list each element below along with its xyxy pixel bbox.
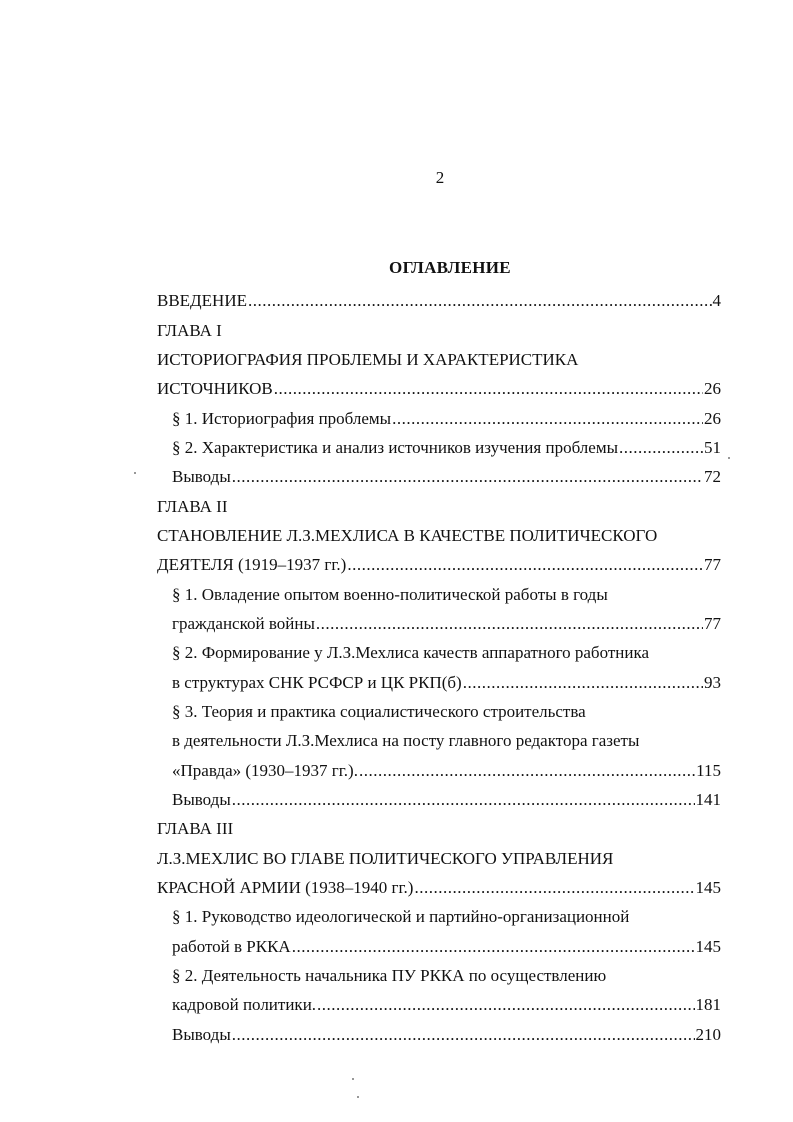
toc-entry-page: 4: [712, 291, 721, 310]
dot-leader: [316, 612, 703, 636]
toc-entry-2-2-line-1: § 2. Формирование у Л.З.Мехлиса качеств аппаратного работника: [172, 643, 650, 662]
toc-entry-page: 145: [695, 937, 721, 956]
chapter-1-heading: ГЛАВА I: [157, 321, 222, 340]
toc-entry-label: в структурах СНК РСФСР и ЦК РКП(б): [172, 673, 462, 692]
dot-leader: [392, 407, 703, 431]
toc-entry-label: работой в РККА: [172, 937, 291, 956]
toc-entry-label: Выводы: [172, 790, 231, 809]
toc-entry-page: 181: [695, 995, 721, 1014]
toc-entry-label: Выводы: [172, 467, 231, 486]
toc-entry-label: КРАСНОЙ АРМИИ (1938–1940 гг.): [157, 878, 414, 897]
dot-leader: [414, 876, 694, 900]
scan-speck: [357, 1096, 359, 1098]
toc-entry-page: 115: [696, 761, 721, 780]
toc-entry-3-1-line-1: § 1. Руководство идеологической и партийно-организационной: [172, 907, 630, 926]
dot-leader: [347, 553, 703, 577]
toc-entry-label: ДЕЯТЕЛЯ (1919–1937 гг.): [157, 555, 347, 574]
toc-entry-page: 72: [704, 467, 721, 486]
toc-entry-2-2[interactable]: [172, 671, 721, 695]
dot-leader: [463, 671, 703, 695]
toc-entry-1-1[interactable]: [172, 407, 721, 431]
toc-entry-2-3-line-1: § 3. Теория и практика социалистического строительства: [172, 702, 586, 721]
toc-entry-label: Выводы: [172, 1025, 231, 1044]
chapter-3-heading: ГЛАВА III: [157, 819, 234, 838]
toc-entry-page: 77: [704, 614, 721, 633]
toc-entry-label: кадровой политики.: [172, 995, 317, 1014]
page-number: 2: [435, 168, 445, 187]
toc-entry-label: «Правда» (1930–1937 гг.).: [172, 761, 358, 780]
toc-entry-2-3-line-2: в деятельности Л.З.Мехлиса на посту главного редактора газеты: [172, 731, 640, 750]
toc-entry-chapter-3[interactable]: [157, 876, 721, 900]
toc-entry-chapter-1[interactable]: [157, 377, 721, 401]
scan-speck: [352, 1078, 354, 1080]
dot-leader: [317, 993, 694, 1017]
toc-entry-page: 26: [704, 409, 721, 428]
toc-entry-3-2[interactable]: [172, 993, 721, 1017]
dot-leader: [274, 377, 703, 401]
scan-speck: [728, 457, 730, 459]
scan-speck: [134, 472, 136, 474]
chapter-1-title-line-1: ИСТОРИОГРАФИЯ ПРОБЛЕМЫ И ХАРАКТЕРИСТИКА: [157, 350, 579, 369]
toc-entry-1-2[interactable]: [172, 436, 721, 460]
dot-leader: [248, 289, 712, 313]
chapter-2-title-line-1: СТАНОВЛЕНИЕ Л.З.МЕХЛИСА В КАЧЕСТВЕ ПОЛИТИЧЕСКОГО: [157, 526, 658, 545]
toc-entry-label: ВВЕДЕНИЕ: [157, 291, 247, 310]
dot-leader: [292, 935, 695, 959]
chapter-2-heading: ГЛАВА II: [157, 497, 228, 516]
toc-entry-2-3[interactable]: [172, 759, 721, 783]
toc-entry-page: 77: [704, 555, 721, 574]
toc-entry-page: 141: [695, 790, 721, 809]
toc-entry-page: 145: [695, 878, 721, 897]
dot-leader: [232, 1023, 695, 1047]
toc-entry-3-2-line-1: § 2. Деятельность начальника ПУ РККА по осуществлению: [172, 966, 607, 985]
toc-entry-2-conclusions[interactable]: [172, 788, 721, 812]
dot-leader: [359, 759, 695, 783]
toc-entry-page: 51: [704, 438, 721, 457]
chapter-3-title-line-1: Л.З.МЕХЛИС ВО ГЛАВЕ ПОЛИТИЧЕСКОГО УПРАВЛЕНИЯ: [157, 849, 614, 868]
dot-leader: [232, 465, 703, 489]
toc-entry-label: гражданской войны: [172, 614, 315, 633]
toc-entry-chapter-2[interactable]: [157, 553, 721, 577]
toc-entry-3-1[interactable]: [172, 935, 721, 959]
dot-leader: [619, 436, 703, 460]
dot-leader: [232, 788, 695, 812]
toc-entry-2-1-line-1: § 1. Овладение опытом военно-политической работы в годы: [172, 585, 608, 604]
toc-entry-page: 210: [695, 1025, 721, 1044]
toc-entry-3-conclusions[interactable]: [172, 1023, 721, 1047]
toc-title: ОГЛАВЛЕНИЕ: [389, 258, 511, 277]
toc-entry-2-1[interactable]: [172, 612, 721, 636]
toc-entry-label: § 1. Историография проблемы: [172, 409, 392, 428]
toc-entry-1-conclusions[interactable]: [172, 465, 721, 489]
toc-entry-page: 93: [704, 673, 721, 692]
toc-entry-label: ИСТОЧНИКОВ: [157, 379, 273, 398]
toc-entry-introduction[interactable]: [157, 289, 721, 313]
toc-entry-page: 26: [704, 379, 721, 398]
toc-entry-label: § 2. Характеристика и анализ источников изучения проблемы: [172, 438, 619, 457]
